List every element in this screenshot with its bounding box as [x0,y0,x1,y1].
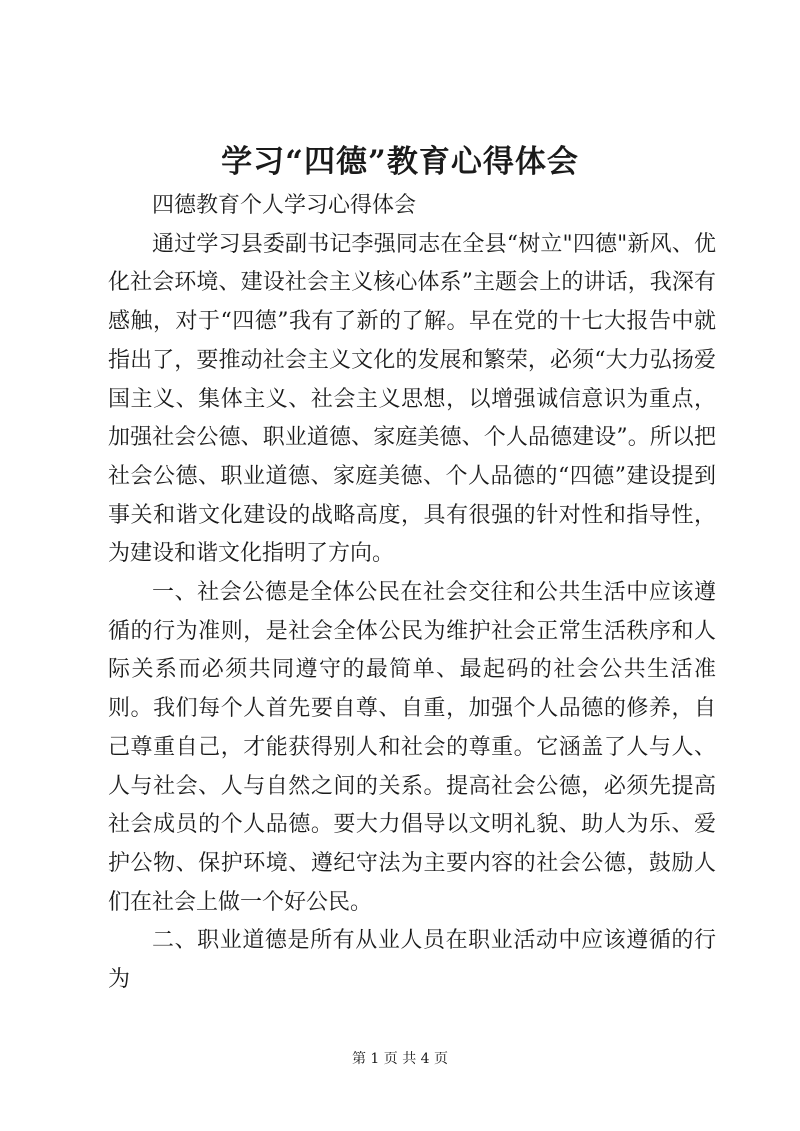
document-title: 学习“四德”教育心得体会 [221,144,579,180]
paragraph-social-morality: 一、社会公德是全体公民在社会交往和公共生活中应该遵循的行为准则，是社会全体公民为维护社会正常生活秩序和人际关系而必须共同遵守的最简单、最起码的社会公共生活准则。我们每个人首先要自尊、自重，加强个人品德的修养，自己尊重自己，才能获得别人和社会的尊重。它涵盖了人与人、人与社会、人与自然之间的关系。提高社会公德，必须先提高社会成员的个人品德。要大力倡导以文明礼貌、助人为乐、爱护公物、保护环境、遵纪守法为主要内容的社会公德，鼓励人们在社会上做一个好公民。 [108,580,716,915]
paragraph-intro: 通过学习县委副书记李强同志在全县“树立"四德"新风、优化社会环境、建设社会主义核心体系”主题会上的讲话，我深有感触，对于“四德”我有了新的了解。早在党的十七大报告中就指出了，要推动社会主义文化的发展和繁荣，必须“大力弘扬爱国主义、集体主义、社会主义思想，以增强诚信意识为重点，加强社会公德、职业道德、家庭美德、个人品德建设”。所以把社会公德、职业道德、家庭美德、个人品德的“四德”建设提到事关和谐文化建设的战略高度，具有很强的针对性和指导性，为建设和谐文化指明了方向。 [108,231,716,567]
paragraph-professional-ethics: 二、职业道德是所有从业人员在职业活动中应该遵循的行为 [108,928,716,993]
document-subtitle: 四德教育个人学习心得体会 [152,193,417,218]
document-body [108,187,716,1000]
page-number-footer: 第 1 页 共 4 页 [351,1051,449,1067]
